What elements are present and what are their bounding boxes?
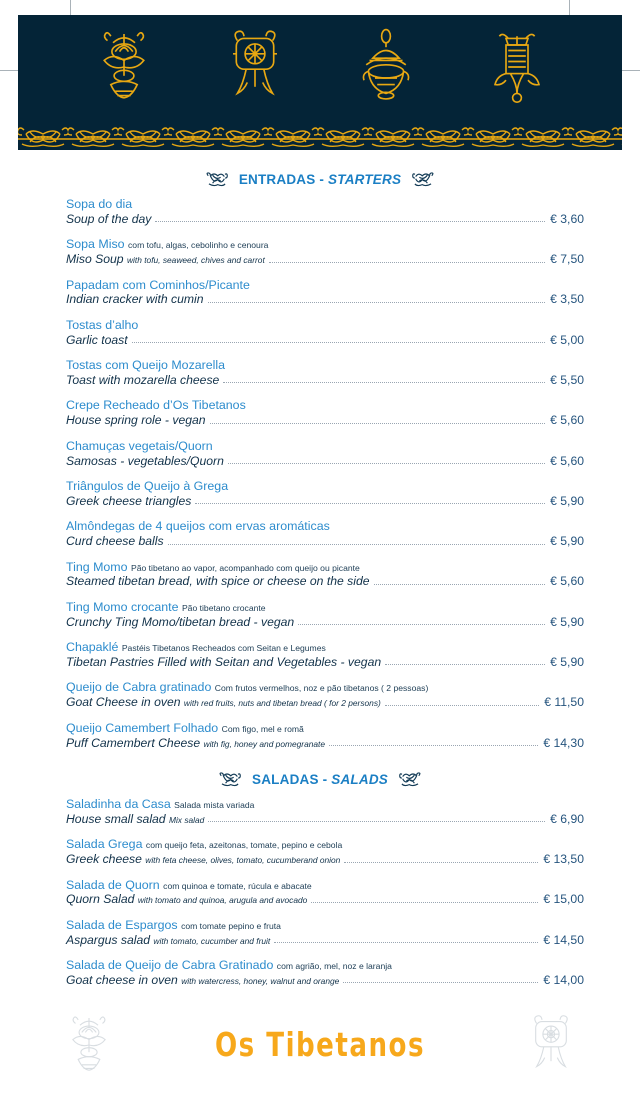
menu-item-name-en: Tibetan Pastries Filled with Seitan and Vegetables - vegan	[66, 654, 382, 669]
menu-item-name-en: Goat Cheese in oven	[66, 695, 181, 710]
menu-item-en-row	[66, 333, 584, 347]
menu-item-name-en: Crunchy Ting Momo/tibetan bread - vegan	[66, 614, 295, 629]
dot-leader	[374, 583, 546, 585]
dot-leader	[132, 341, 545, 343]
menu-item-name-en: House small salad	[66, 811, 166, 826]
dot-leader	[344, 861, 538, 863]
menu-item-name-en-wrap	[66, 373, 219, 387]
victory-banner-symbol	[484, 27, 550, 107]
menu-item-en-row	[66, 812, 584, 826]
menu-item-name-en-wrap	[66, 413, 206, 427]
menu-content	[0, 150, 640, 999]
menu-item-en-row	[66, 292, 584, 306]
menu-item[interactable]	[0, 798, 640, 826]
menu-item[interactable]	[0, 359, 640, 387]
lotus-symbol	[91, 27, 157, 107]
menu-item-name-pt: Sopa do dia	[66, 197, 133, 211]
menu-item-price: € 5,90	[550, 534, 584, 549]
dot-leader	[385, 663, 545, 665]
menu-item-price: € 5,90	[550, 654, 584, 669]
restaurant-logo: Os Tibetanos	[214, 1025, 425, 1065]
section-items-1	[0, 798, 640, 987]
menu-item-name-en: Indian cracker with cumin	[66, 292, 204, 307]
menu-item-name-pt: Chapaklé	[66, 640, 119, 655]
menu-item-name-pt: Crepe Recheado d’Os Tibetanos	[66, 398, 246, 413]
menu-item-desc-en: with fig, honey and pomegranate	[203, 738, 326, 749]
page-footer	[0, 1006, 640, 1084]
section-title-en: SALADS	[331, 771, 388, 787]
menu-item-name-en: House spring role - vegan	[66, 413, 206, 428]
menu-item-name-en-wrap	[66, 494, 191, 508]
menu-item-en-row	[66, 373, 584, 387]
menu-item-en-row	[66, 252, 584, 266]
menu-item-price: € 3,50	[550, 292, 584, 307]
menu-item-name-pt: Ting Momo crocante	[66, 599, 179, 614]
dot-leader	[274, 941, 538, 943]
menu-item-price: € 6,90	[550, 811, 584, 826]
menu-item-name-pt: Tostas d’alho	[66, 317, 139, 332]
menu-item-name-pt-row	[66, 838, 584, 852]
menu-item[interactable]	[0, 561, 640, 589]
menu-item[interactable]	[0, 838, 640, 866]
menu-item-name-pt: Chamuças vegetais/Quorn	[66, 438, 213, 453]
menu-item-price: € 5,50	[550, 373, 584, 388]
knot-ornament-right	[399, 772, 421, 787]
treasure-vase-symbol	[353, 27, 419, 107]
menu-item-desc-en: with tofu, seaweed, chives and carrot	[126, 255, 265, 266]
menu-item-name-pt-row	[66, 959, 584, 973]
section-title	[239, 172, 401, 187]
menu-item-name-en: Goat cheese in oven	[66, 972, 178, 987]
menu-item-en-row	[66, 454, 584, 468]
dharma-wheel-watermark	[524, 1012, 578, 1078]
menu-item-name-pt: Salada de Queijo de Cabra Gratinado	[66, 958, 274, 973]
menu-item-name-en-wrap	[66, 292, 204, 306]
menu-item-en-row	[66, 615, 584, 629]
dot-leader	[208, 301, 546, 303]
menu-item-name-pt-row	[66, 480, 584, 494]
section-title-separator: -	[315, 172, 329, 187]
menu-item-desc-pt: com queijo feta, azeitonas, tomate, pepino e cebola	[145, 840, 343, 851]
menu-item-desc-en: Mix salad	[168, 814, 205, 825]
section-title-separator: -	[318, 771, 332, 787]
dot-leader	[311, 901, 538, 903]
menu-item-name-pt: Tostas com Queijo Mozarella	[66, 358, 226, 373]
menu-item-name-pt-row	[66, 561, 584, 575]
menu-item[interactable]	[0, 879, 640, 907]
menu-item-price: € 3,60	[550, 211, 584, 226]
menu-item-price: € 14,00	[543, 972, 584, 987]
dot-leader	[168, 543, 546, 545]
menu-item-name-pt: Queijo Camembert Folhado	[66, 720, 219, 735]
menu-item-desc-pt: Pão tibetano crocante	[181, 602, 266, 613]
menu-item-en-row	[66, 212, 584, 226]
menu-item-price: € 15,00	[543, 892, 584, 907]
menu-item[interactable]	[0, 601, 640, 629]
menu-item-en-row	[66, 574, 584, 588]
dot-leader	[329, 744, 538, 746]
menu-item-name-en: Samosas - vegetables/Quorn	[66, 453, 224, 468]
dot-leader	[223, 381, 545, 383]
menu-item-name-en-wrap	[66, 852, 340, 866]
menu-item[interactable]	[0, 959, 640, 987]
section-title-pt: SALADAS	[252, 771, 319, 787]
menu-item-en-row	[66, 933, 584, 947]
menu-item[interactable]	[0, 279, 640, 307]
menu-item-name-pt-row	[66, 198, 584, 212]
menu-item-name-en: Puff Camembert Cheese	[66, 735, 201, 750]
menu-item-name-pt-row	[66, 279, 584, 293]
menu-item-name-pt-row	[66, 359, 584, 373]
menu-item-price: € 5,90	[550, 493, 584, 508]
menu-item-name-pt: Queijo de Cabra gratinado	[66, 680, 212, 695]
menu-item-name-en: Soup of the day	[66, 211, 152, 226]
menu-item-desc-en: with tomato and quinoa, arugula and avocado	[137, 895, 308, 906]
dot-leader	[155, 220, 545, 222]
menu-item-name-pt-row	[66, 238, 584, 252]
menu-item-desc-pt: Com frutos vermelhos, noz e pão tibetanos ( 2 pessoas)	[214, 683, 429, 694]
menu-item[interactable]	[0, 319, 640, 347]
menu-item-name-en-wrap	[66, 655, 381, 669]
menu-item-en-row	[66, 973, 584, 987]
menu-item-desc-en: with feta cheese, olives, tomato, cucumberand onion	[145, 855, 341, 866]
menu-item-name-pt: Almôndegas de 4 queijos com ervas aromáticas	[66, 519, 330, 534]
menu-item-desc-pt: Pão tibetano ao vapor, acompanhado com queijo ou picante	[130, 562, 360, 573]
menu-item-name-en: Curd cheese balls	[66, 534, 164, 549]
menu-item-name-en-wrap	[66, 736, 325, 750]
dot-leader	[210, 422, 546, 424]
menu-item-name-pt: Triângulos de Queijo à Grega	[66, 478, 229, 493]
menu-item-name-pt: Salada de Quorn	[66, 877, 160, 892]
menu-item-en-row	[66, 736, 584, 750]
dot-leader	[195, 502, 545, 504]
menu-item-price: € 11,50	[544, 695, 584, 710]
menu-item-price: € 13,50	[543, 852, 584, 867]
section-header-1	[0, 772, 640, 787]
menu-item-name-pt-row	[66, 601, 584, 615]
menu-item-desc-en: with watercress, honey, walnut and orange	[181, 975, 340, 986]
menu-item-price: € 14,30	[543, 735, 584, 750]
menu-item-name-pt-row	[66, 879, 584, 893]
menu-item-name-en-wrap	[66, 973, 339, 987]
menu-item-name-en: Greek cheese	[66, 852, 142, 867]
section-title	[252, 772, 388, 787]
menu-item-name-pt-row	[66, 440, 584, 454]
menu-item-name-pt-row	[66, 520, 584, 534]
knot-ornament-left	[219, 772, 241, 787]
tibetan-knot-border	[18, 124, 622, 150]
menu-item[interactable]	[0, 641, 640, 669]
menu-item-name-en-wrap	[66, 252, 265, 266]
dot-leader	[269, 261, 545, 263]
menu-item-name-en-wrap	[66, 212, 151, 226]
section-items-0	[0, 198, 640, 750]
menu-item-name-pt-row	[66, 722, 584, 736]
menu-item-en-row	[66, 413, 584, 427]
menu-item-desc-pt: Pastéis Tibetanos Recheados com Seitan e Legumes	[121, 643, 326, 654]
menu-item-name-en-wrap	[66, 892, 307, 906]
menu-item-name-en-wrap	[66, 933, 270, 947]
menu-item[interactable]	[0, 681, 640, 709]
menu-item-price: € 14,50	[543, 932, 584, 947]
menu-item[interactable]	[0, 399, 640, 427]
menu-item-name-pt-row	[66, 681, 584, 695]
menu-item-name-pt-row	[66, 798, 584, 812]
menu-item-name-en: Steamed tibetan bread, with spice or cheese on the side	[66, 574, 370, 589]
menu-item-name-en-wrap	[66, 333, 128, 347]
endless-knot-symbol	[222, 27, 288, 107]
menu-item-name-pt: Ting Momo	[66, 559, 128, 574]
menu-item-name-en: Garlic toast	[66, 332, 128, 347]
menu-item-name-pt: Papadam com Cominhos/Picante	[66, 277, 250, 292]
menu-item-name-en-wrap	[66, 695, 381, 709]
menu-item-name-pt: Saladinha da Casa	[66, 796, 171, 811]
menu-item-name-pt-row	[66, 319, 584, 333]
dot-leader	[208, 820, 545, 822]
menu-item-desc-pt: com tomate pepino e fruta	[181, 920, 281, 931]
menu-item-en-row	[66, 852, 584, 866]
menu-item-desc-en: with tomato, cucumber and fruit	[153, 935, 271, 946]
menu-item-price: € 5,60	[550, 574, 584, 589]
menu-item-price: € 5,60	[550, 413, 584, 428]
menu-item[interactable]	[0, 480, 640, 508]
menu-item-name-en-wrap	[66, 615, 294, 629]
menu-item-en-row	[66, 494, 584, 508]
menu-item-name-pt-row	[66, 399, 584, 413]
menu-item[interactable]	[0, 722, 640, 750]
lotus-watermark	[62, 1012, 116, 1078]
menu-item-name-pt-row	[66, 641, 584, 655]
section-title-pt: ENTRADAS	[238, 172, 316, 187]
menu-item-price: € 5,60	[550, 453, 584, 468]
knot-ornament-right	[412, 172, 434, 187]
menu-item[interactable]	[0, 520, 640, 548]
menu-item-desc-pt: com quinoa e tomate, rúcula e abacate	[163, 880, 312, 891]
menu-item-name-en: Greek cheese triangles	[66, 493, 192, 508]
dot-leader	[343, 981, 538, 983]
menu-item-name-pt: Sopa Miso	[66, 237, 125, 252]
menu-item[interactable]	[0, 238, 640, 266]
menu-item[interactable]	[0, 919, 640, 947]
menu-item-name-en-wrap	[66, 574, 370, 588]
knot-ornament-left	[206, 172, 228, 187]
dot-leader	[385, 704, 539, 706]
menu-item-price: € 7,50	[550, 252, 584, 267]
menu-item-desc-pt: Com figo, mel e romã	[221, 723, 304, 734]
section-title-en: STARTERS	[328, 172, 402, 187]
dot-leader	[228, 462, 545, 464]
menu-item-name-en-wrap	[66, 534, 164, 548]
menu-item-desc-pt: Salada mista variada	[174, 799, 255, 810]
menu-item-name-en: Quorn Salad	[66, 892, 135, 907]
menu-item-name-en: Miso Soup	[66, 252, 124, 267]
menu-item-en-row	[66, 695, 584, 709]
menu-item-desc-en: with red fruits, nuts and tibetan bread ( for 2 persons)	[183, 698, 381, 709]
menu-item-en-row	[66, 892, 584, 906]
menu-item-name-pt: Salada de Espargos	[66, 917, 178, 932]
section-header-0	[0, 172, 640, 187]
menu-item-name-pt-row	[66, 919, 584, 933]
menu-item-en-row	[66, 655, 584, 669]
menu-item-desc-pt: com agrião, mel, noz e laranja	[276, 961, 392, 972]
menu-item[interactable]	[0, 440, 640, 468]
menu-item-name-en-wrap	[66, 454, 224, 468]
dot-leader	[298, 623, 545, 625]
menu-item-name-en-wrap	[66, 812, 204, 826]
header-symbol-row	[18, 23, 622, 111]
header-banner	[18, 15, 622, 150]
menu-item-desc-pt: com tofu, algas, cebolinho e cenoura	[128, 240, 269, 251]
menu-item-price: € 5,90	[550, 614, 584, 629]
menu-item[interactable]	[0, 198, 640, 226]
menu-item-name-en: Aspargus salad	[66, 932, 151, 947]
menu-item-en-row	[66, 534, 584, 548]
menu-item-name-en: Toast with mozarella cheese	[66, 373, 220, 388]
menu-item-price: € 5,00	[550, 332, 584, 347]
menu-item-name-pt: Salada Grega	[66, 837, 143, 852]
